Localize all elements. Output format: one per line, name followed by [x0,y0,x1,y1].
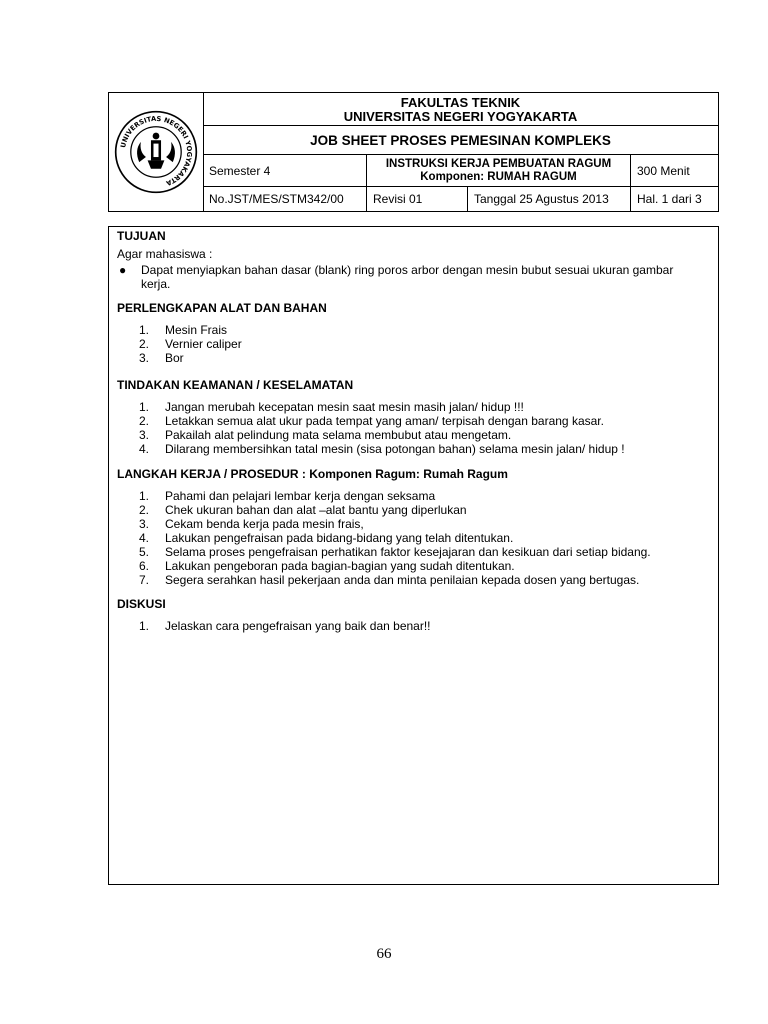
list-item [139,503,710,517]
list-item-number: 1. [139,400,150,414]
bullet-icon: ● [119,263,127,277]
list-item-text: Vernier caliper [165,337,242,351]
list-item-text: Letakkan semua alat ukur pada tempat yang aman/ terpisah dengan barang kasar. [165,414,604,428]
list-item-text: Selama proses pengefraisan perhatikan faktor kesejajaran dan kesikuan dari setiap bidang. [165,545,651,559]
keamanan-title: TINDAKAN KEAMANAN / KESELAMATAN [117,378,354,392]
perlengkapan-title: PERLENGKAPAN ALAT DAN BAHAN [117,301,327,315]
instruction-component: Komponen: RUMAH RAGUM [420,170,577,183]
content-box [108,226,719,885]
revision-cell: Revisi 01 [367,187,468,211]
list-item-text: Chek ukuran bahan dan alat –alat bantu yang diperlukan [165,503,467,517]
instruction-cell [367,155,631,186]
semester-cell: Semester 4 [203,155,367,186]
university-seal-icon [114,110,198,194]
list-item [139,323,710,337]
list-item-number: 4. [139,442,150,456]
list-item [139,531,710,545]
perlengkapan-list [139,323,710,365]
list-item [139,442,710,456]
list-item-number: 5. [139,545,150,559]
list-item [139,400,710,414]
list-item-text: Dilarang membersihkan tatal mesin (sisa potongan bahan) selama mesin jalan/ hidup ! [165,442,625,456]
tujuan-bullet-text [141,263,673,291]
list-item [139,489,710,503]
list-item-text: Pakailah alat pelindung mata selama membubut atau mengetam. [165,428,512,442]
date-cell: Tanggal 25 Agustus 2013 [468,187,631,211]
list-item-number: 3. [139,428,150,442]
list-item-text: Cekam benda kerja pada mesin frais, [165,517,364,531]
list-item-number: 1. [139,489,150,503]
langkah-list [139,489,710,587]
list-item-text: Lakukan pengefraisan pada bidang-bidang yang telah ditentukan. [165,531,514,545]
list-item [139,428,710,442]
list-item-number: 4. [139,531,150,545]
list-item-text: Bor [165,351,184,365]
tujuan-bullet [117,263,710,291]
header-faculty-row [203,93,718,126]
list-item-text: Lakukan pengeboran pada bagian-bagian yang sudah ditentukan. [165,559,515,573]
list-item-text: Jangan merubah kecepatan mesin saat mesin masih jalan/ hidup !!! [165,400,524,414]
tujuan-title: TUJUAN [117,229,166,243]
tujuan-bullet-line1: Dapat menyiapkan bahan dasar (blank) ring poros arbor dengan mesin bubut sesuai ukuran gambar [141,263,674,277]
list-item-number: 7. [139,573,150,587]
keamanan-list [139,400,710,456]
university-name: UNIVERSITAS NEGERI YOGYAKARTA [343,109,578,124]
doc-number-cell: No.JST/MES/STM342/00 [203,187,367,211]
list-item [139,559,710,573]
list-item-text: Pahami dan pelajari lembar kerja dengan seksama [165,489,436,503]
list-item [139,414,710,428]
list-item [139,545,710,559]
list-item [139,573,710,587]
faculty-name: FAKULTAS TEKNIK [400,95,521,110]
list-item [139,337,710,351]
page-count-cell: Hal. 1 dari 3 [637,192,702,206]
tujuan-intro: Agar mahasiswa : [117,247,213,261]
header-doc-row [203,187,718,211]
list-item-number: 2. [139,337,150,351]
university-logo [109,93,204,211]
svg-text:UNIVERSITAS NEGERI YOGYAKARTA: UNIVERSITAS NEGERI YOGYAKARTA [119,114,194,188]
list-item-number: 3. [139,517,150,531]
diskusi-list [139,619,710,633]
header-table [108,92,719,212]
list-item-number: 6. [139,559,150,573]
diskusi-title: DISKUSI [117,597,166,611]
list-item-text: Mesin Frais [165,323,228,337]
list-item-number: 1. [139,323,150,337]
instruction-title: INSTRUKSI KERJA PEMBUATAN RAGUM [385,157,612,170]
duration-cell: 300 Menit [637,163,690,178]
list-item-text: Jelaskan cara pengefraisan yang baik dan benar!! [165,619,431,633]
tujuan-bullet-line2: kerja. [141,277,171,291]
list-item [139,351,710,365]
page-number: 66 [376,946,392,962]
list-item-number: 1. [139,619,150,633]
header-semester-row [203,155,718,187]
list-item-number: 3. [139,351,150,365]
list-item-text: Segera serahkan hasil pekerjaan anda dan minta penilaian kepada dosen yang bertugas. [165,573,640,587]
list-item-number: 2. [139,503,150,517]
langkah-title: LANGKAH KERJA / PROSEDUR : Komponen Ragum: Rumah Ragum [117,467,508,481]
list-item [139,517,710,531]
job-sheet-title: JOB SHEET PROSES PEMESINAN KOMPLEKS [203,126,718,155]
list-item [139,619,710,633]
list-item-number: 2. [139,414,150,428]
